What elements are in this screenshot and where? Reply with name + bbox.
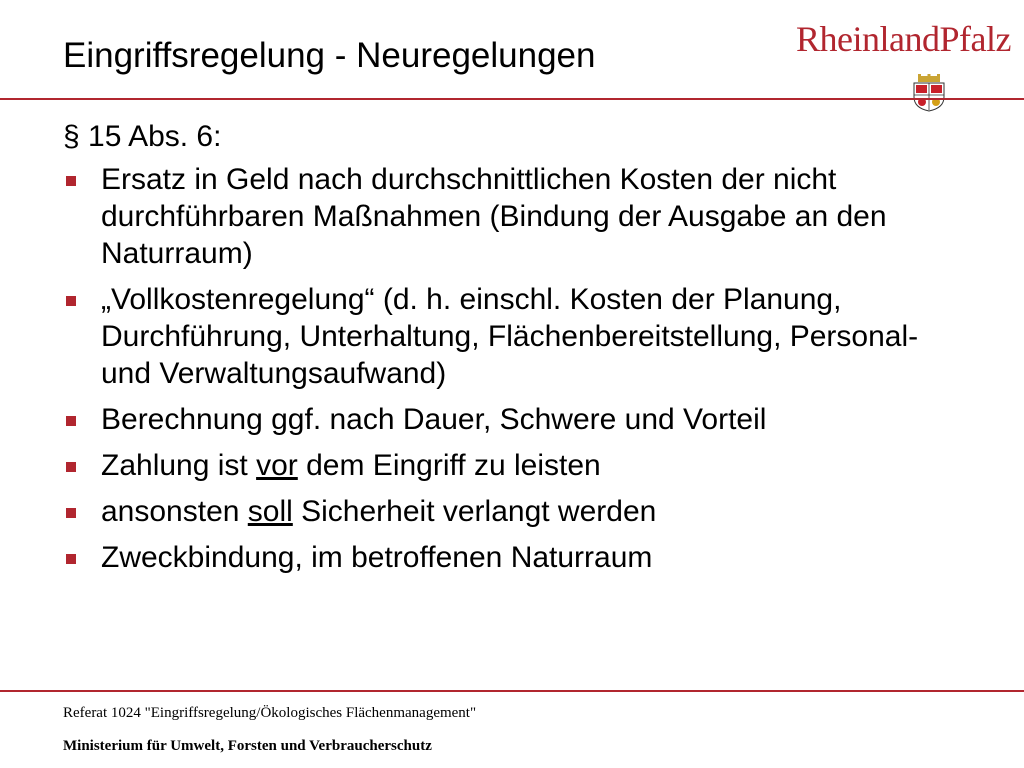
square-bullet-icon	[66, 416, 76, 426]
square-bullet-icon	[66, 508, 76, 518]
rheinland-pfalz-logo: RheinlandPfalz	[796, 19, 1011, 59]
list-item-text-end: dem Eingriff zu leisten	[297, 449, 601, 482]
list-item-text: Berechnung ggf. nach Dauer, Schwere und Vorteil	[101, 403, 767, 436]
square-bullet-icon	[66, 176, 76, 186]
footer-referat: Referat 1024 "Eingriffsregelung/Ökologisches Flächenmanagement"	[63, 705, 477, 721]
list-item	[63, 281, 963, 392]
list-item-text-start: ansonsten	[101, 495, 248, 528]
list-item	[63, 401, 963, 438]
list-item-text-end: Sicherheit verlangt werden	[292, 495, 657, 528]
square-bullet-icon	[66, 296, 76, 306]
square-bullet-icon	[66, 554, 76, 564]
list-item-text: Zweckbindung, im betroffenen Naturraum	[101, 541, 653, 574]
list-item	[63, 493, 963, 530]
slide-content	[63, 118, 963, 585]
header-divider	[0, 98, 1024, 100]
square-bullet-icon	[66, 462, 76, 472]
emphasis-underlined: vor	[256, 449, 298, 482]
bullet-list	[63, 161, 963, 576]
footer-divider	[0, 690, 1024, 692]
list-item-text: „Vollkostenregelung“ (d. h. einschl. Kosten der Planung, Durchführung, Unterhaltung, Flächenbereitstellung, Personal- und Verwaltungsaufwand)	[101, 283, 919, 390]
emphasis-underlined: soll	[247, 495, 293, 528]
slide-title: Eingriffsregelung - Neuregelungen	[63, 36, 596, 75]
coat-of-arms-icon	[912, 74, 946, 112]
list-item-text: Ersatz in Geld nach durchschnittlichen Kosten der nicht durchführbaren Maßnahmen (Bindung der Ausgabe an den Naturraum)	[101, 163, 887, 270]
list-item-text-start: Zahlung ist	[101, 449, 257, 482]
footer-ministry: Ministerium für Umwelt, Forsten und Verbraucherschutz	[63, 738, 432, 754]
list-item	[63, 539, 963, 576]
list-item	[63, 447, 963, 484]
section-reference: § 15 Abs. 6:	[63, 120, 222, 153]
list-item	[63, 161, 963, 272]
